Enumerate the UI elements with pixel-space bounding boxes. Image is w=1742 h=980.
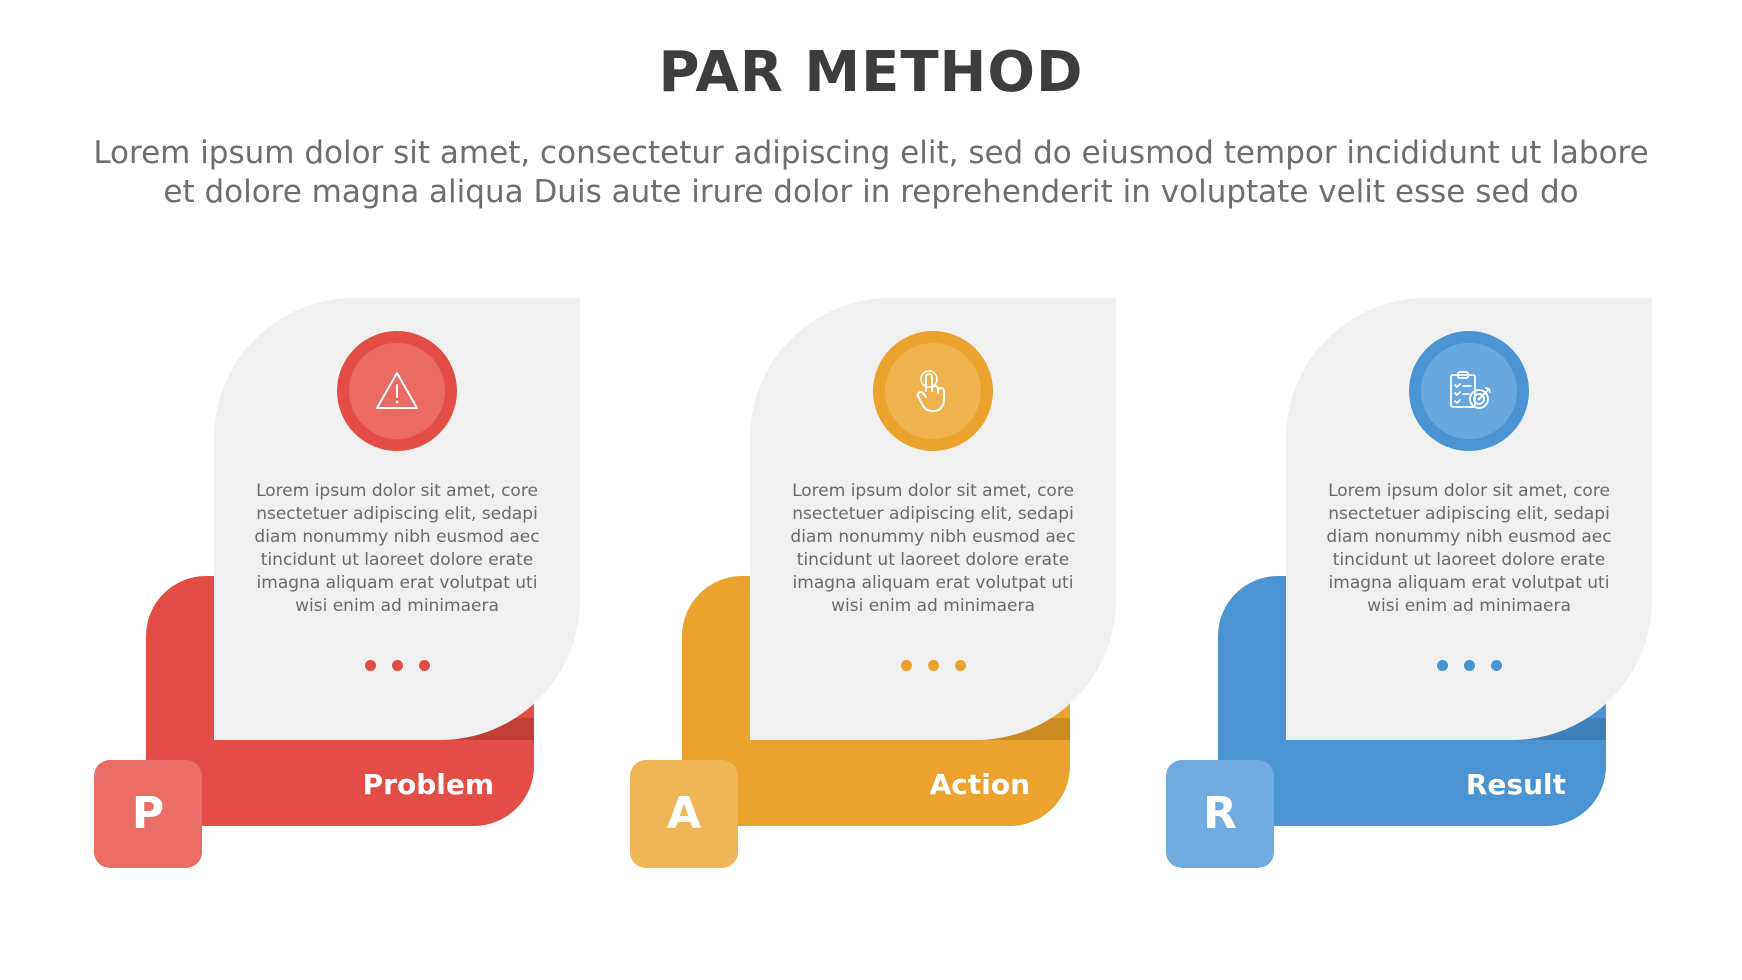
icon-circle-inner bbox=[885, 343, 981, 439]
body-line: diam nonummy nibh eusmod aec bbox=[254, 527, 540, 547]
dot bbox=[365, 660, 376, 671]
warning-triangle-icon bbox=[373, 367, 421, 415]
body-line: Lorem ipsum dolor sit amet, core bbox=[256, 481, 538, 501]
card-body-text bbox=[242, 480, 552, 618]
dot bbox=[901, 660, 912, 671]
body-line: wisi enim ad minimaera bbox=[1367, 596, 1571, 616]
card-body-text bbox=[1314, 480, 1624, 618]
dots-indicator bbox=[337, 656, 457, 670]
dot bbox=[1491, 660, 1502, 671]
hand-pointer-icon bbox=[909, 367, 957, 415]
card-result bbox=[1166, 298, 1626, 872]
dots-indicator bbox=[1409, 656, 1529, 670]
icon-circle bbox=[1409, 331, 1529, 451]
clipboard-target-icon bbox=[1445, 367, 1493, 415]
letter-badge: P bbox=[94, 760, 202, 868]
dots-indicator bbox=[873, 656, 993, 670]
dot bbox=[419, 660, 430, 671]
body-line: wisi enim ad minimaera bbox=[295, 596, 499, 616]
body-line: tincidunt ut laoreet dolore erate bbox=[796, 550, 1070, 570]
icon-circle-inner bbox=[1421, 343, 1517, 439]
icon-circle-inner bbox=[349, 343, 445, 439]
letter-badge: A bbox=[630, 760, 738, 868]
subtitle-line-2: et dolore magna aliqua Duis aute irure dolor in reprehenderit in voluptate velit esse sed do bbox=[163, 174, 1579, 210]
body-line: imagna aliquam erat volutpat uti bbox=[792, 573, 1074, 593]
dot bbox=[928, 660, 939, 671]
body-line: nsectetuer adipiscing elit, sedapi bbox=[792, 504, 1074, 524]
page-subtitle bbox=[60, 134, 1682, 212]
card-label: Problem bbox=[362, 768, 494, 801]
body-line: tincidunt ut laoreet dolore erate bbox=[1332, 550, 1606, 570]
body-line: imagna aliquam erat volutpat uti bbox=[1328, 573, 1610, 593]
body-line: imagna aliquam erat volutpat uti bbox=[256, 573, 538, 593]
card-label: Action bbox=[929, 768, 1030, 801]
dot bbox=[1437, 660, 1448, 671]
icon-circle bbox=[337, 331, 457, 451]
dot bbox=[392, 660, 403, 671]
page-title: PAR METHOD bbox=[658, 40, 1084, 105]
body-line: Lorem ipsum dolor sit amet, core bbox=[1328, 481, 1610, 501]
card-label: Result bbox=[1465, 768, 1566, 801]
icon-circle bbox=[873, 331, 993, 451]
dot bbox=[955, 660, 966, 671]
body-line: nsectetuer adipiscing elit, sedapi bbox=[1328, 504, 1610, 524]
body-line: Lorem ipsum dolor sit amet, core bbox=[792, 481, 1074, 501]
body-line: diam nonummy nibh eusmod aec bbox=[790, 527, 1076, 547]
body-line: nsectetuer adipiscing elit, sedapi bbox=[256, 504, 538, 524]
body-line: wisi enim ad minimaera bbox=[831, 596, 1035, 616]
card-action bbox=[630, 298, 1090, 872]
subtitle-line-1: Lorem ipsum dolor sit amet, consectetur adipiscing elit, sed do eiusmod tempor incididunt ut labore bbox=[93, 135, 1649, 171]
body-line: tincidunt ut laoreet dolore erate bbox=[260, 550, 534, 570]
letter-badge: R bbox=[1166, 760, 1274, 868]
card-body-text bbox=[778, 480, 1088, 618]
dot bbox=[1464, 660, 1475, 671]
body-line: diam nonummy nibh eusmod aec bbox=[1326, 527, 1612, 547]
card-problem bbox=[94, 298, 554, 872]
